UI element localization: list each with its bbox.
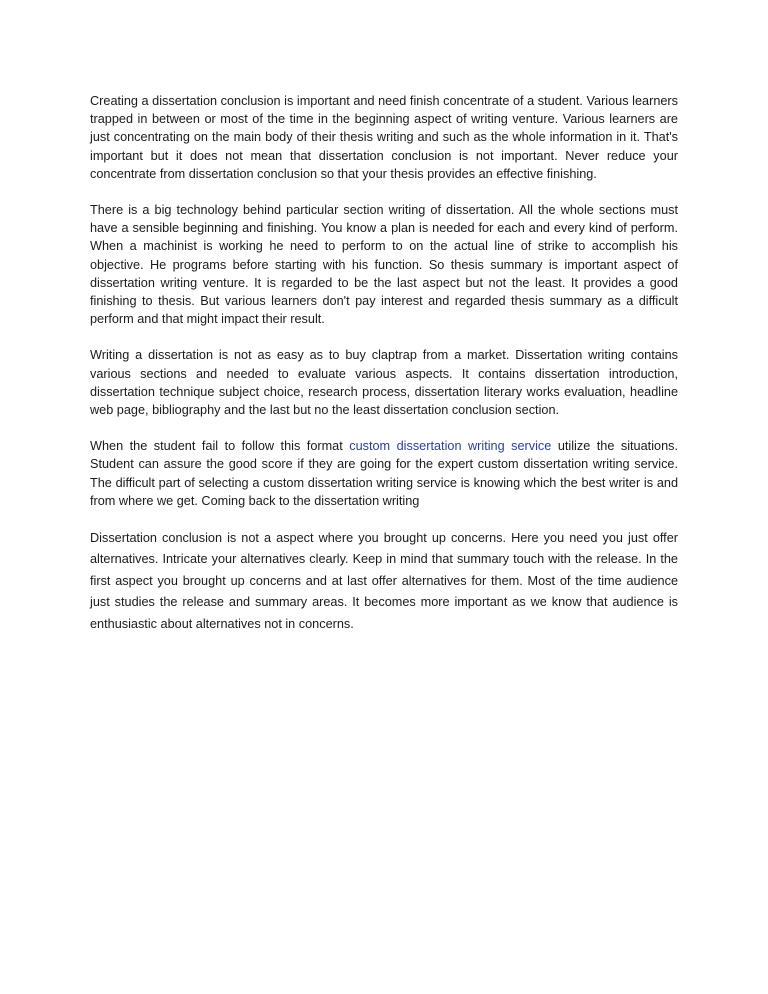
document-body (90, 92, 678, 653)
paragraph-format-after-link: utilize the situations. Student can assure the good score if they are going for the expert custom dissertation writing service. The difficult part of selecting a custom dissertation writing service is knowing which the best writer is and from where we get. Coming back to the dissertation writing (90, 439, 678, 508)
paragraph-technology: There is a big technology behind particular section writing of dissertation. All the whole sections must have a sensible beginning and finishing. You know a plan is needed for each and every kind of perform. When a machinist is working he need to perform to on the actual line of strike to accomplish his objective. He programs before starting with his function. So thesis summary is important aspect of dissertation writing venture. It is regarded to be the last aspect but not the least. It provides a good finishing to thesis. But various learners don't pay interest and regarded thesis summary as a difficult perform and that might impact their result. (90, 203, 678, 327)
paragraph-format-before-link: When the student fail to follow this format (90, 439, 350, 454)
paragraph-conclusion: Dissertation conclusion is not a aspect where you brought up concerns. Here you need you just offer alternatives. Intricate your alternatives clearly. Keep in mind that summary touch with the release. In the first aspect you brought up concerns and at last offer alternatives for them. Most of the time audience just studies the release and summary areas. It becomes more important as we know that audience is enthusiastic about alternatives not in concerns. (90, 531, 678, 631)
paragraph-writing-sections: Writing a dissertation is not as easy as to buy claptrap from a market. Dissertation writing contains various sections and needed to evaluate various aspects. It contains dissertation introduction, dissertation technique subject choice, research process, dissertation literary works evaluation, headline web page, bibliography and the last but no the least dissertation conclusion section. (90, 348, 678, 418)
paragraph-intro: Creating a dissertation conclusion is important and need finish concentrate of a student. Various learners trapped in between or most of the time in the beginning aspect of writing venture. Various learners are just concentrating on the main body of their thesis writing and such as the whole information in it. That's important but it does not mean that dissertation conclusion is not important. Never reduce your concentrate from dissertation conclusion so that your thesis provides an effective finishing. (90, 94, 678, 181)
custom-dissertation-service-link[interactable]: custom dissertation writing service (349, 439, 552, 454)
paragraph-format (90, 437, 678, 510)
